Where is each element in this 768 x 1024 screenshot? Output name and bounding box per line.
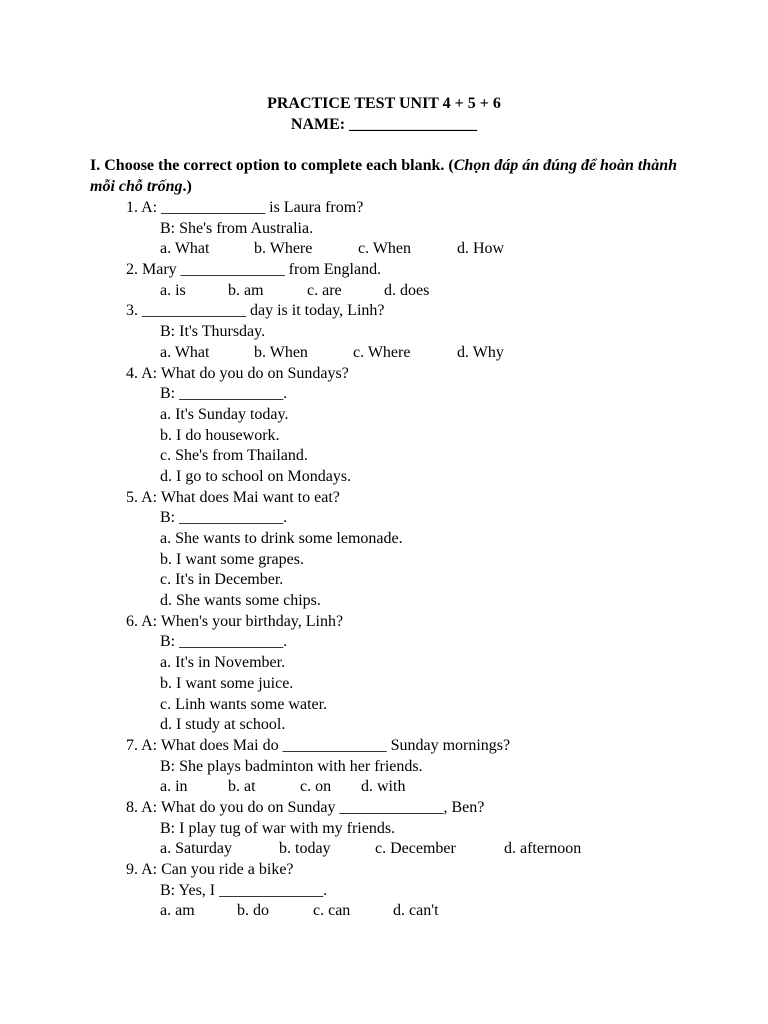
answer-line: B: _____________. (160, 509, 288, 527)
question-prompt: 8. A: What do you do on Sunday _____________, Ben? (126, 798, 485, 816)
options-row (0, 281, 768, 302)
option-c: c. can (313, 902, 351, 920)
question (0, 364, 768, 488)
option-b: b. Where (254, 240, 313, 258)
question-prompt: 1. A: _____________ is Laura from? (126, 199, 364, 216)
question-prompt: 3. _____________ day is it today, Linh? (126, 302, 385, 320)
question (0, 860, 768, 922)
option-d: d. How (457, 240, 505, 258)
answer-choice: b. I do housework. (160, 426, 280, 444)
question-prompt: 7. A: What does Mai do _____________ Sunday mornings? (126, 736, 511, 754)
option-a: a. Saturday (160, 840, 232, 858)
option-c: c. December (375, 840, 456, 858)
option-d: d. afternoon (504, 840, 582, 858)
test-title: PRACTICE TEST UNIT 4 + 5 + 6 (267, 95, 501, 112)
answer-line: B: Yes, I _____________. (160, 881, 328, 899)
answer-choice: c. Linh wants some water. (160, 695, 328, 713)
question (0, 798, 768, 860)
answer-choice: d. I study at school. (160, 716, 286, 734)
answer-line: B: It's Thursday. (160, 323, 266, 341)
option-a: a. What (160, 343, 210, 361)
question (0, 301, 768, 363)
question (0, 612, 768, 736)
option-d: d. can't (393, 902, 439, 920)
answer-choice: d. I go to school on Mondays. (160, 467, 352, 485)
option-c: c. Where (353, 343, 411, 361)
options-row (0, 777, 768, 798)
options-row (0, 839, 768, 860)
question-prompt: 9. A: Can you ride a bike? (126, 861, 294, 878)
question-prompt: 2. Mary _____________ from England. (126, 261, 382, 279)
answer-line: B: I play tug of war with my friends. (160, 819, 396, 837)
answer-line: B: _____________. (160, 633, 288, 651)
question-prompt: 6. A: When's your birthday, Linh? (126, 612, 344, 630)
option-b: b. today (279, 840, 331, 858)
section-instruction (90, 155, 677, 197)
question (0, 260, 768, 301)
answer-line: B: She plays badminton with her friends. (160, 757, 423, 775)
answer-choice: b. I want some grapes. (160, 550, 304, 568)
answer-line: B: _____________. (160, 385, 288, 403)
question (0, 488, 768, 612)
option-c: c. When (358, 240, 412, 258)
option-b: b. do (237, 902, 269, 920)
options-row (0, 239, 768, 260)
answer-choice: d. She wants some chips. (160, 592, 321, 610)
answer-choice: a. It's in November. (160, 654, 286, 672)
option-d: d. with (361, 778, 406, 796)
options-row (0, 901, 768, 922)
option-d: d. Why (457, 343, 504, 361)
option-d: d. does (384, 281, 430, 299)
option-c: c. on (300, 778, 332, 796)
options-row (0, 343, 768, 364)
section-label: I. Choose the correct option to complete each blank. ( (90, 157, 454, 174)
section-vietnamese-instruction: Chọn đáp án đúng để hoàn thành mỗi chỗ trống (90, 157, 678, 195)
option-a: a. am (160, 902, 195, 920)
option-c: c. are (307, 281, 342, 299)
question (0, 736, 768, 798)
answer-choice: a. It's Sunday today. (160, 405, 289, 423)
answer-choice: c. She's from Thailand. (160, 447, 308, 465)
question-list (0, 198, 768, 922)
answer-choice: c. It's in December. (160, 571, 284, 589)
section-close: .) (182, 178, 192, 195)
option-a: a. is (160, 281, 186, 299)
option-b: b. When (254, 343, 308, 361)
answer-choice: a. She wants to drink some lemonade. (160, 530, 403, 547)
answer-line: B: She's from Australia. (160, 219, 314, 237)
answer-choice: b. I want some juice. (160, 674, 294, 692)
question-prompt: 4. A: What do you do on Sundays? (126, 364, 349, 382)
option-a: a. in (160, 778, 188, 796)
option-a: a. What (160, 240, 210, 258)
option-b: b. am (228, 281, 264, 299)
question-prompt: 5. A: What does Mai want to eat? (126, 488, 340, 506)
name-line: NAME: ________________ (290, 116, 478, 133)
question (0, 198, 768, 260)
option-b: b. at (228, 778, 256, 796)
